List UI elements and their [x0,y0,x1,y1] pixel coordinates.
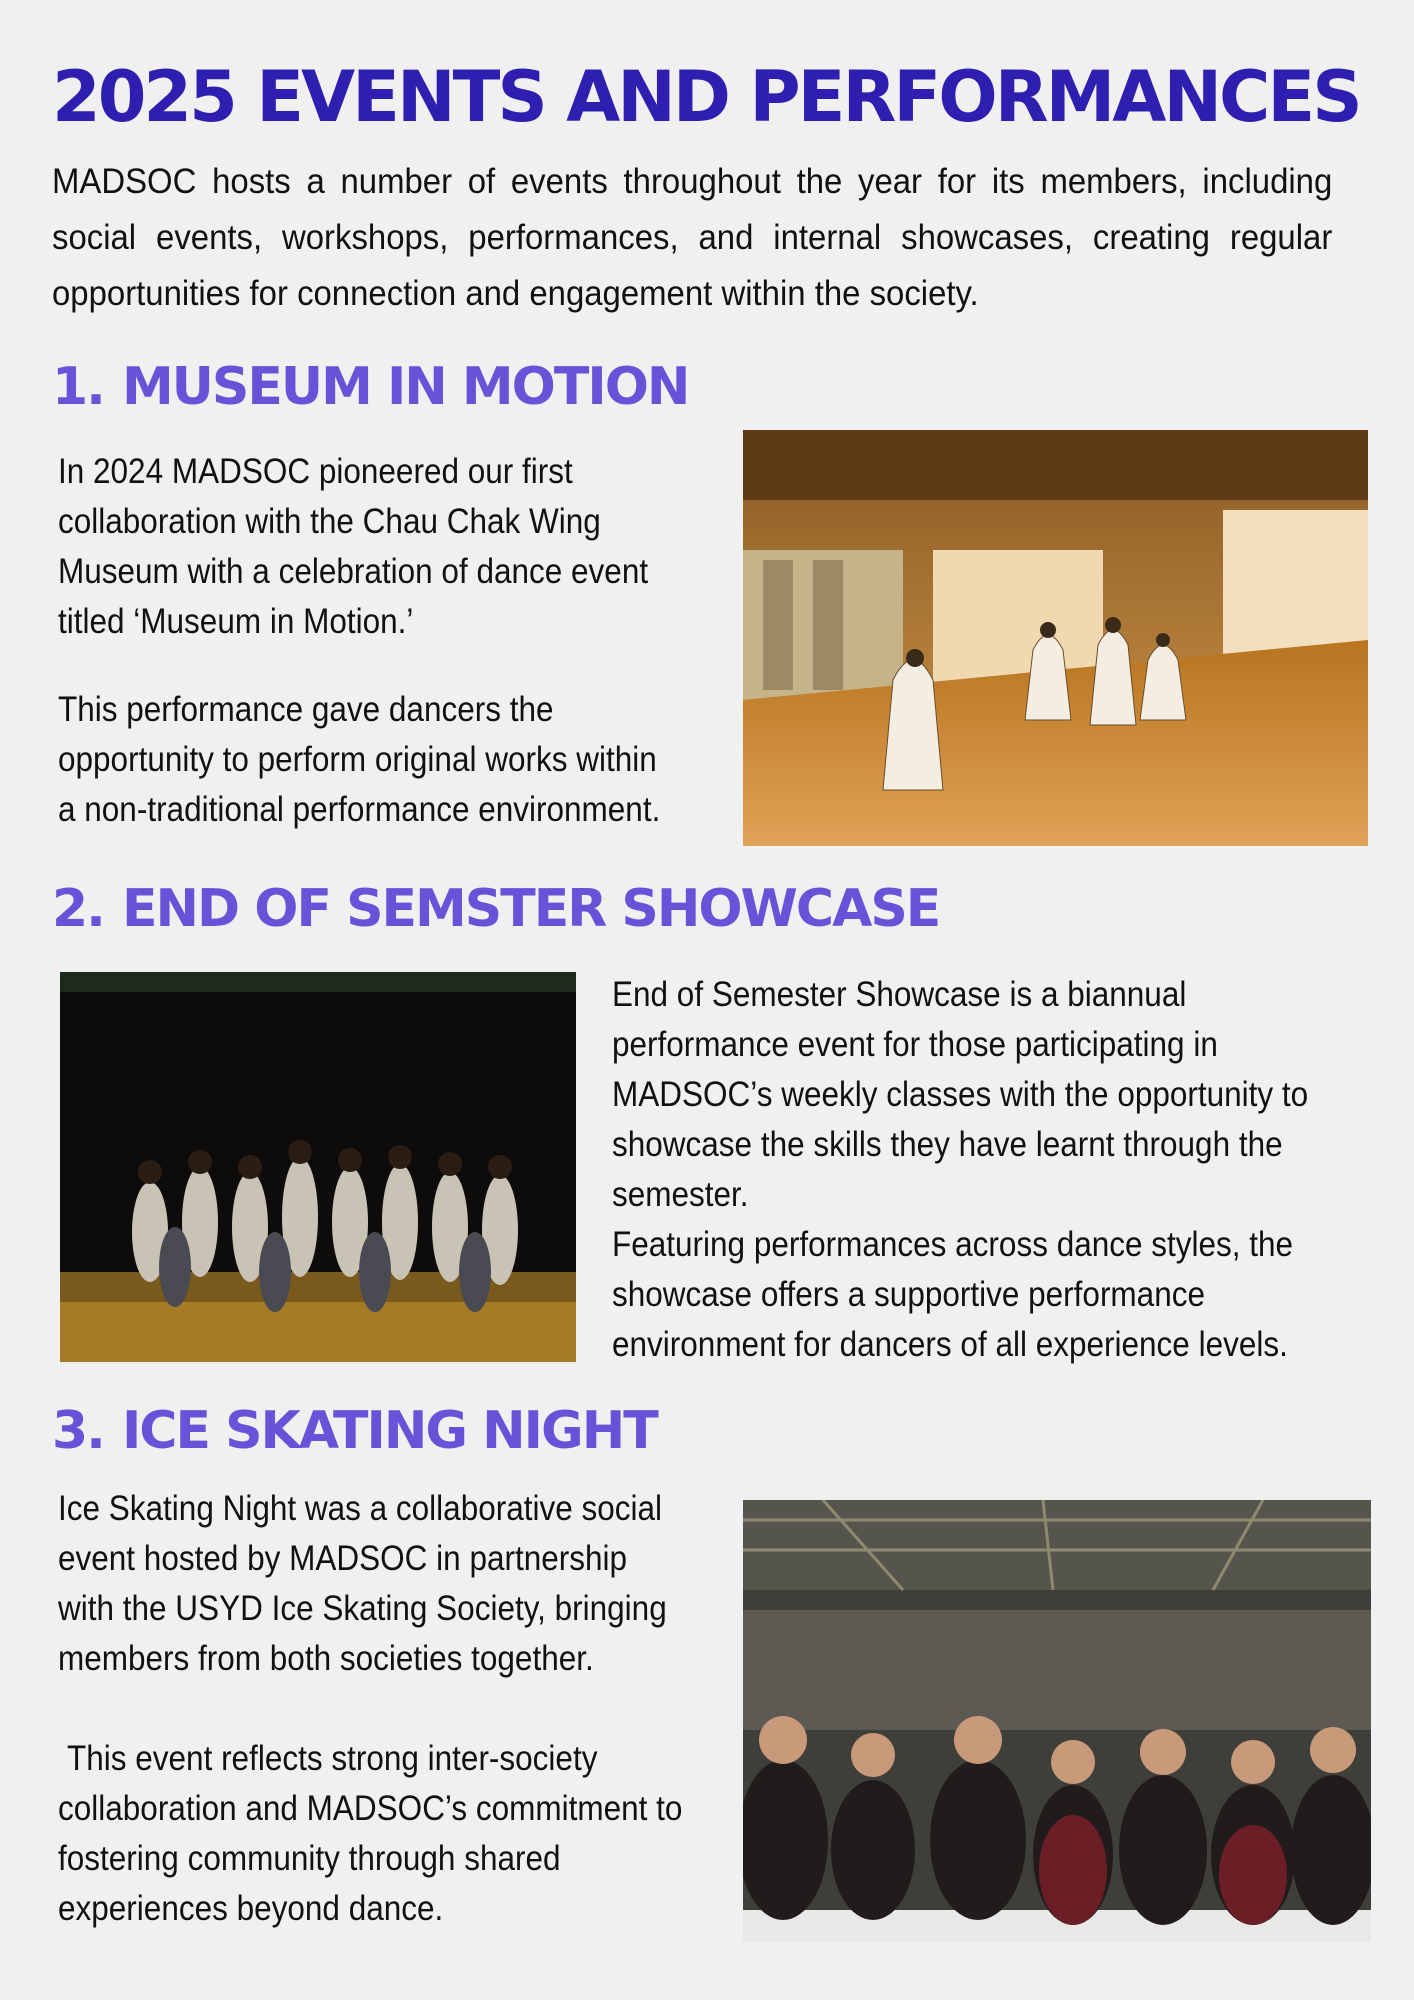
museum-paragraph-2: This performance gave dancers the opportunity to perform original works within a non-traditional performance environment. [58,690,661,829]
section-number: 1. [52,357,104,417]
showcase-paragraph-2: Featuring performances across dance styles, the showcase offers a supportive performance environment for dancers of all experience levels. [612,1225,1294,1364]
ice-skating-paragraph-1: Ice Skating Night was a collaborative social event hosted by MADSOC in partnership with the USYD Ice Skating Society, bringing members from both societies together. [58,1489,667,1678]
section-heading-ice-skating-night [52,1396,657,1466]
ice-skating-paragraph-2: This event reflects strong inter-society collaboration and MADSOC’s commitment to fostering community through shared experiences beyond dance. [58,1739,683,1928]
showcase-paragraph-1: End of Semester Showcase is a biannual performance event for those participating in MADSOC’s weekly classes with the opportunity to showcase the skills they have learnt through the semester. [612,975,1309,1214]
section-heading-museum-in-motion [52,352,688,422]
section-number: 3. [52,1401,104,1461]
intro-paragraph: MADSOC hosts a number of events throughout the year for its members, including social events, workshops, performances, and internal showcases, creating regular opportunities for connection and engagement within the society. [52,162,1333,313]
showcase-group-photo [60,972,576,1362]
section-number: 2. [52,879,104,939]
ice-skating-group-photo [743,1500,1371,1942]
page-title: 2025 EVENTS AND PERFORMANCES [52,56,1360,138]
section-title: END OF SEMSTER SHOWCASE [121,879,940,939]
section-title: MUSEUM IN MOTION [121,357,689,417]
museum-dancers-photo [743,430,1368,846]
section-title: ICE SKATING NIGHT [121,1401,657,1461]
museum-paragraph-1: In 2024 MADSOC pioneered our first collaboration with the Chau Chak Wing Museum with a celebration of dance event titled ‘Museum in Motion.’ [58,452,649,641]
section-heading-end-of-semester-showcase [52,874,939,944]
